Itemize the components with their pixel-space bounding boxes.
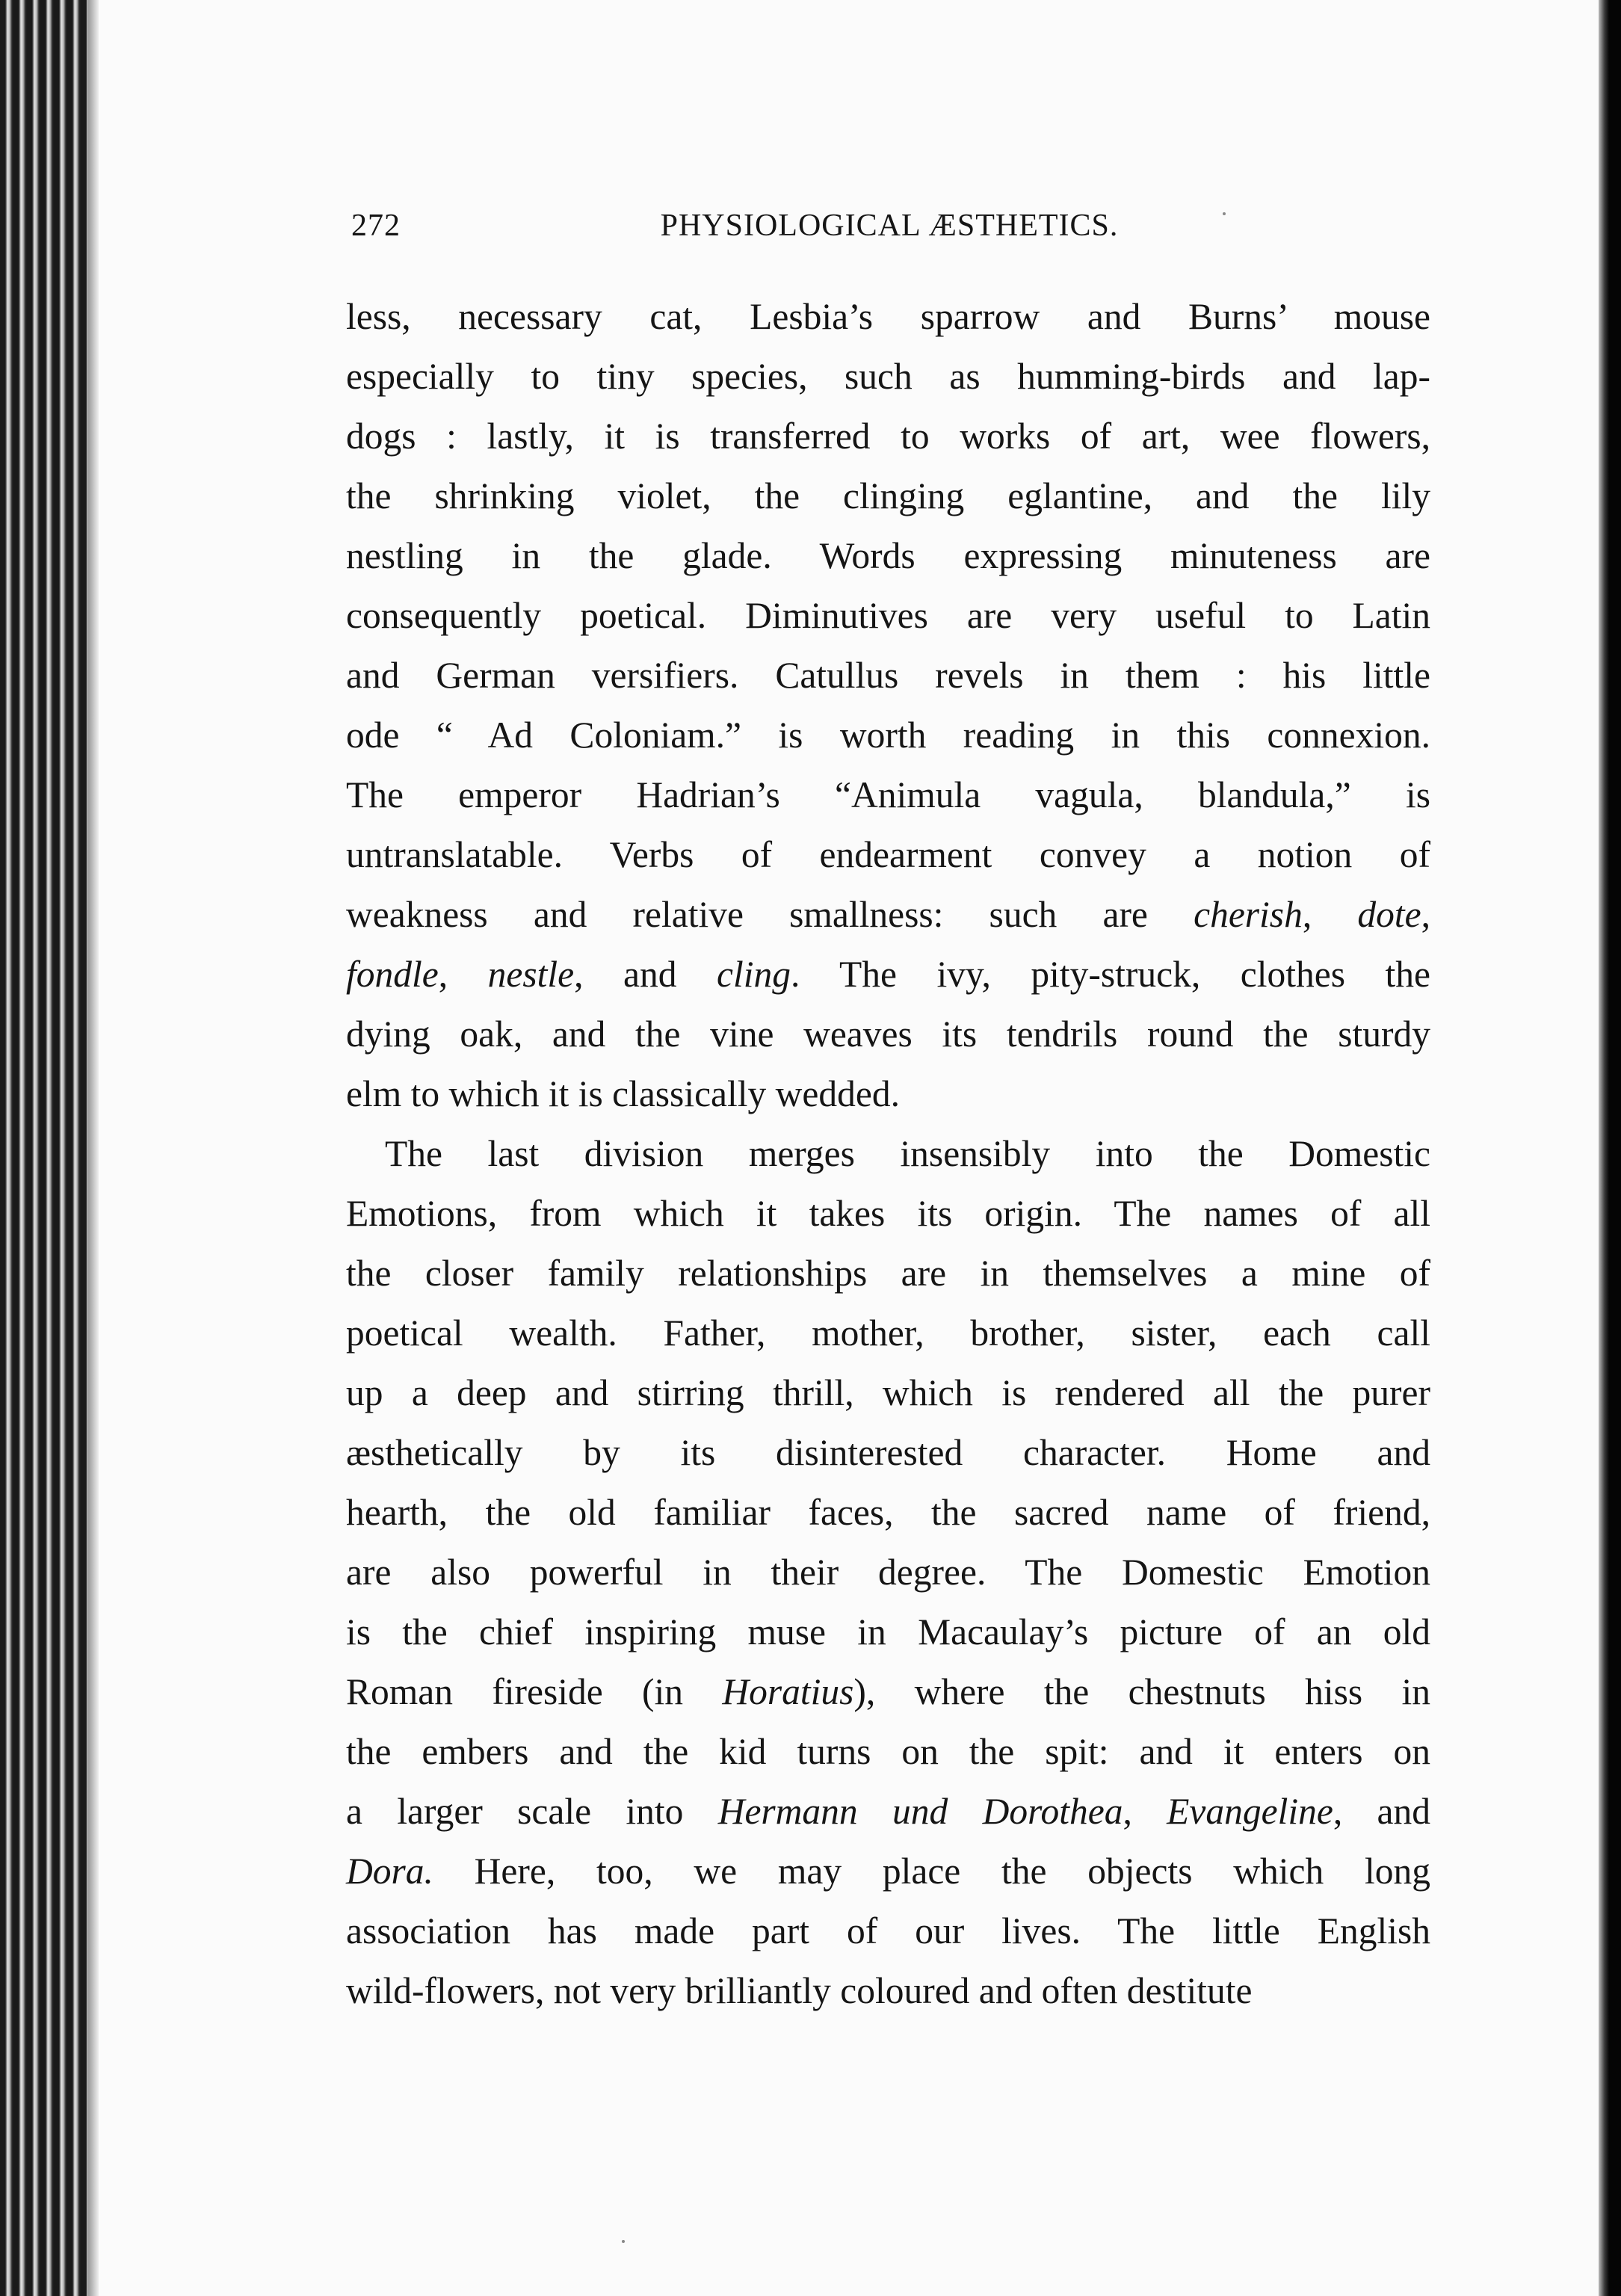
text-run: ), where the chestnuts hiss in [853, 1671, 1430, 1712]
text-run: , [1421, 894, 1430, 935]
text-line [346, 706, 1430, 765]
text-line [346, 1901, 1430, 1961]
text-line [346, 1363, 1430, 1423]
text-line [346, 765, 1430, 825]
italic-run: nestle [487, 954, 575, 995]
text-line [346, 287, 1430, 347]
text-line [346, 1782, 1430, 1842]
text-line [346, 646, 1430, 706]
text-run: hearth, the old familiar faces, the sacred name of friend, [346, 1492, 1430, 1533]
text-line [346, 1602, 1430, 1662]
text-line [346, 466, 1430, 526]
italic-run: cling [717, 954, 791, 995]
text-run: Here, too, we may place the objects which long [433, 1851, 1430, 1892]
italic-run: dote [1357, 894, 1421, 935]
text-run: The last division merges insensibly into the Domestic [385, 1133, 1430, 1174]
text-run: consequently poetical. Diminutives are very useful to Latin [346, 595, 1430, 636]
text-line [346, 945, 1430, 1004]
text-line [346, 1184, 1430, 1244]
text-run: Emotions, from which it takes its origin. The names of all [346, 1193, 1430, 1234]
text-run: The emperor Hadrian’s “Animula vagula, blandula,” is [346, 774, 1430, 815]
text-run: , [1123, 1791, 1167, 1832]
text-run: , and [574, 954, 717, 995]
text-line [346, 885, 1430, 945]
text-line [346, 1004, 1430, 1064]
text-run: association has made part of our lives. The little English [346, 1910, 1430, 1951]
italic-run: cherish [1194, 894, 1303, 935]
italic-run: fondle [346, 954, 439, 995]
text-run: , [1302, 894, 1358, 935]
text-line [346, 825, 1430, 885]
paragraph [346, 1124, 1430, 2021]
text-run: elm to which it is classically wedded. [346, 1073, 900, 1114]
text-line [346, 407, 1430, 466]
text-run: , [438, 954, 488, 995]
italic-run: Dora. [346, 1851, 433, 1892]
text-line [346, 1244, 1430, 1303]
body-text [346, 287, 1430, 2021]
text-line [346, 1722, 1430, 1782]
italic-run: Hermann und Dorothea [717, 1791, 1123, 1832]
text-run: the shrinking violet, the clinging eglantine, and the lily [346, 475, 1430, 516]
text-line [346, 347, 1430, 407]
text-run: nestling in the glade. Words expressing minuteness are [346, 535, 1430, 576]
text-run: a larger scale into [346, 1791, 718, 1832]
binding-edge [1599, 0, 1621, 2296]
text-run: Roman fireside (in [346, 1671, 723, 1712]
text-run: dogs : lastly, it is transferred to works of art, wee flowers, [346, 416, 1430, 457]
text-line [346, 586, 1430, 646]
text-run: up a deep and stirring thrill, which is rendered all the purer [346, 1372, 1430, 1413]
page-number: 272 [351, 209, 401, 243]
paper-speck [1223, 212, 1226, 215]
text-line [346, 1124, 1430, 1184]
text-line [346, 1423, 1430, 1483]
text-run: the embers and the kid turns on the spit: and it enters on [346, 1731, 1430, 1772]
text-run: poetical wealth. Father, mother, brother, sister, each call [346, 1312, 1430, 1354]
text-run: . The ivy, pity-struck, clothes the [791, 954, 1430, 995]
text-run: , and [1333, 1791, 1430, 1832]
text-line [346, 526, 1430, 586]
running-head [351, 208, 1427, 260]
text-run: wild-flowers, not very brilliantly coloured and often destitute [346, 1970, 1253, 2011]
text-run: the closer family relationships are in themselves a mine of [346, 1253, 1430, 1294]
text-run: untranslatable. Verbs of endearment convey a notion of [346, 834, 1430, 875]
page-edge-stack [0, 0, 88, 2296]
text-run: ode “ Ad Coloniam.” is worth reading in this connexion. [346, 715, 1430, 756]
italic-run: Evangeline [1167, 1791, 1333, 1832]
text-run: dying oak, and the vine weaves its tendrils round the sturdy [346, 1013, 1430, 1055]
text-line [346, 1303, 1430, 1363]
text-line [346, 1064, 1430, 1124]
text-line [346, 1961, 1430, 2021]
text-run: weakness and relative smallness: such are [346, 894, 1194, 935]
text-run: and German versifiers. Catullus revels in them : his little [346, 655, 1430, 696]
text-line [346, 1543, 1430, 1602]
text-line [346, 1662, 1430, 1722]
text-run: æsthetically by its disinterested character. Home and [346, 1432, 1430, 1473]
running-title: PHYSIOLOGICAL ÆSTHETICS. [660, 209, 1119, 243]
italic-run: Horatius [722, 1671, 854, 1712]
text-run: especially to tiny species, such as humming-birds and lap- [346, 356, 1430, 397]
text-line [346, 1842, 1430, 1901]
text-line [346, 1483, 1430, 1543]
paper-speck [622, 2240, 625, 2243]
paragraph [346, 287, 1430, 1124]
text-run: are also powerful in their degree. The Domestic Emotion [346, 1552, 1430, 1593]
text-run: is the chief inspiring muse in Macaulay’s picture of an old [346, 1611, 1430, 1652]
text-run: less, necessary cat, Lesbia’s sparrow and Burns’ mouse [346, 296, 1430, 337]
